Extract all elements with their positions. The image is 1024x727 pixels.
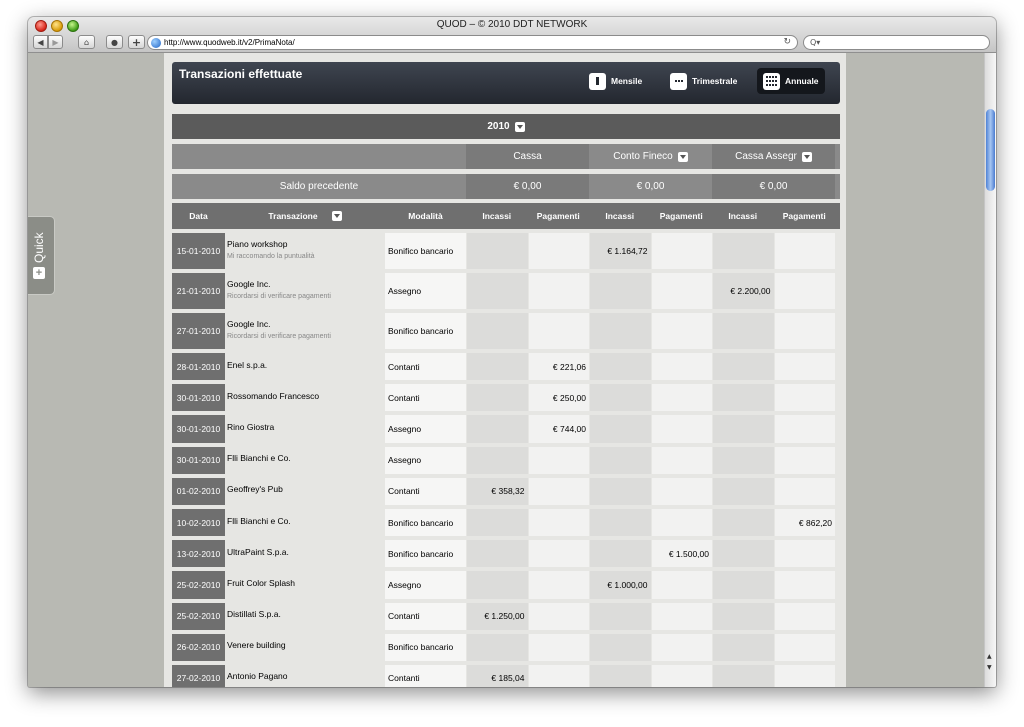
table-row[interactable] — [172, 411, 840, 442]
cell-incassi-assegr — [712, 233, 774, 269]
cell-pagamenti-cassa — [528, 273, 590, 309]
cell-incassi-assegr — [712, 509, 774, 536]
home-icon: ⌂ — [83, 37, 90, 47]
year-selector[interactable] — [172, 114, 840, 139]
cell-incassi-fineco — [589, 509, 651, 536]
row-transaction[interactable] — [225, 599, 385, 630]
row-modalita: Contanti — [385, 603, 466, 630]
transaction-name: Piano workshop — [227, 238, 288, 249]
row-transaction[interactable] — [225, 443, 385, 474]
prima-nota-content — [164, 53, 846, 687]
panel-header — [172, 62, 840, 104]
cell-pagamenti-fineco — [651, 273, 713, 309]
transaction-note: Mi raccomando la puntualità — [227, 252, 315, 260]
panel-title: Transazioni effettuate — [179, 67, 303, 81]
view-trimestrale-label: Trimestrale — [692, 76, 738, 86]
transaction-name: Fruit Color Splash — [227, 577, 296, 588]
view-mensile-label: Mensile — [611, 76, 643, 86]
cell-pagamenti-fineco — [651, 509, 713, 536]
circle-icon: ● — [111, 37, 118, 47]
transaction-name: Rino Giostra — [227, 421, 275, 432]
cell-pagamenti-cassa: € 744,00 — [528, 415, 590, 442]
scroll-up-icon[interactable]: ▲ — [987, 653, 992, 660]
quick-label: Quick — [32, 232, 46, 263]
col-modalita[interactable]: Modalità — [408, 211, 443, 221]
cell-pagamenti-fineco: € 1.500,00 — [651, 540, 713, 567]
reload-icon[interactable]: ↻ — [783, 37, 791, 47]
cell-pagamenti-assegr — [774, 571, 836, 598]
row-date: 25-02-2010 — [172, 603, 225, 630]
table-row[interactable] — [172, 630, 840, 661]
home-button[interactable] — [78, 35, 95, 49]
dropdown-icon[interactable] — [332, 211, 342, 221]
row-transaction[interactable] — [225, 661, 385, 687]
forward-button[interactable] — [48, 35, 63, 49]
cell-pagamenti-assegr — [774, 353, 836, 380]
cell-incassi-fineco — [589, 478, 651, 505]
col-pagamenti-cassa[interactable]: Pagamenti — [536, 211, 580, 221]
cell-pagamenti-cassa — [528, 313, 590, 349]
cell-incassi-fineco — [589, 353, 651, 380]
cell-pagamenti-fineco — [651, 478, 713, 505]
col-pagamenti-assegr[interactable]: Pagamenti — [782, 211, 826, 221]
cell-pagamenti-assegr — [774, 634, 836, 661]
cell-incassi-cassa — [466, 415, 528, 442]
table-row[interactable] — [172, 349, 840, 380]
dropdown-icon[interactable] — [802, 152, 812, 162]
back-button[interactable] — [33, 35, 48, 49]
cell-pagamenti-cassa — [528, 634, 590, 661]
scroll-down-icon[interactable]: ▼ — [987, 664, 992, 671]
cell-incassi-fineco: € 1.000,00 — [589, 571, 651, 598]
col-pagamenti-fineco[interactable]: Pagamenti — [659, 211, 703, 221]
cell-pagamenti-cassa: € 250,00 — [528, 384, 590, 411]
three-dots-icon — [670, 73, 687, 90]
row-modalita: Contanti — [385, 384, 466, 411]
cell-pagamenti-cassa — [528, 478, 590, 505]
row-modalita: Contanti — [385, 353, 466, 380]
cell-incassi-cassa — [466, 233, 528, 269]
row-transaction[interactable] — [225, 505, 385, 536]
cell-incassi-assegr — [712, 634, 774, 661]
cell-incassi-assegr — [712, 665, 774, 687]
cell-pagamenti-fineco — [651, 353, 713, 380]
transaction-name: Google Inc. — [227, 278, 271, 289]
row-modalita: Assegno — [385, 571, 466, 598]
table-row[interactable] — [172, 474, 840, 505]
view-mensile-button[interactable] — [583, 68, 648, 94]
cell-incassi-fineco: € 1.164,72 — [589, 233, 651, 269]
url-text[interactable]: http://www.quodweb.it/v2/PrimaNota/ — [164, 38, 295, 47]
cell-incassi-fineco — [589, 273, 651, 309]
row-date: 21-01-2010 — [172, 273, 225, 309]
add-bookmark-button[interactable] — [128, 35, 145, 49]
cell-pagamenti-fineco — [651, 634, 713, 661]
cell-incassi-cassa: € 185,04 — [466, 665, 528, 687]
plus-icon: + — [33, 267, 45, 279]
cell-pagamenti-cassa — [528, 233, 590, 269]
row-date: 30-01-2010 — [172, 384, 225, 411]
transaction-note: Ricordarsi di verificare pagamenti — [227, 292, 331, 300]
back-arrow-icon: ◀ — [37, 37, 44, 47]
cell-incassi-fineco — [589, 313, 651, 349]
cell-pagamenti-fineco — [651, 415, 713, 442]
cell-incassi-assegr — [712, 447, 774, 474]
row-modalita: Bonifico bancario — [385, 233, 466, 269]
row-modalita: Bonifico bancario — [385, 509, 466, 536]
row-modalita: Contanti — [385, 478, 466, 505]
transaction-name: Google Inc. — [227, 318, 271, 329]
row-transaction[interactable] — [225, 536, 385, 567]
cell-pagamenti-assegr — [774, 415, 836, 442]
cell-incassi-fineco — [589, 603, 651, 630]
row-transaction[interactable] — [225, 474, 385, 505]
cell-pagamenti-assegr — [774, 384, 836, 411]
browser-window — [28, 17, 996, 687]
saldo-cassa-assegr: € 0,00 — [712, 174, 835, 199]
cell-incassi-fineco — [589, 447, 651, 474]
transaction-name: Geoffrey's Pub — [227, 484, 283, 495]
row-transaction[interactable] — [225, 630, 385, 661]
cell-pagamenti-fineco — [651, 665, 713, 687]
cell-pagamenti-fineco — [651, 603, 713, 630]
cell-incassi-cassa — [466, 384, 528, 411]
transaction-name: Rossomando Francesco — [227, 390, 320, 401]
cell-pagamenti-assegr — [774, 603, 836, 630]
row-transaction[interactable] — [225, 567, 385, 598]
account-conto-fineco[interactable]: Conto Fineco — [589, 144, 712, 169]
row-modalita: Bonifico bancario — [385, 634, 466, 661]
year-label: 2010 — [487, 121, 510, 132]
saldo-conto-fineco: € 0,00 — [589, 174, 712, 199]
forward-arrow-icon: ▶ — [52, 37, 59, 47]
cell-incassi-cassa — [466, 540, 528, 567]
row-date: 27-02-2010 — [172, 665, 225, 687]
cell-pagamenti-assegr — [774, 313, 836, 349]
table-row[interactable] — [172, 661, 840, 687]
table-row[interactable] — [172, 269, 840, 309]
cell-pagamenti-assegr — [774, 447, 836, 474]
search-field[interactable]: Q▾ — [803, 35, 990, 50]
cell-pagamenti-fineco — [651, 384, 713, 411]
cell-pagamenti-cassa — [528, 509, 590, 536]
row-date: 01-02-2010 — [172, 478, 225, 505]
cell-incassi-assegr — [712, 571, 774, 598]
vertical-scrollbar[interactable] — [984, 53, 996, 687]
transaction-name: Flli Bianchi e Co. — [227, 515, 291, 526]
row-modalita: Assegno — [385, 273, 466, 309]
account-cassa: Cassa — [466, 144, 589, 169]
cell-incassi-assegr — [712, 540, 774, 567]
row-transaction[interactable] — [225, 229, 385, 269]
cell-incassi-assegr — [712, 478, 774, 505]
dropdown-icon[interactable] — [678, 152, 688, 162]
single-bar-icon — [589, 73, 606, 90]
col-incassi-fineco[interactable]: Incassi — [605, 211, 635, 221]
row-modalita: Bonifico bancario — [385, 540, 466, 567]
cell-pagamenti-cassa — [528, 665, 590, 687]
cell-incassi-cassa — [466, 313, 528, 349]
scrollbar-thumb[interactable] — [986, 109, 995, 191]
cell-incassi-cassa — [466, 571, 528, 598]
transaction-name: Venere building — [227, 640, 286, 651]
row-transaction[interactable] — [225, 349, 385, 380]
row-transaction[interactable] — [225, 380, 385, 411]
saldo-label: Saldo precedente — [172, 174, 466, 199]
quick-tab[interactable] — [28, 216, 55, 295]
saldo-row — [172, 174, 840, 199]
row-date: 15-01-2010 — [172, 233, 225, 269]
col-incassi-cassa[interactable]: Incassi — [482, 211, 512, 221]
cell-incassi-assegr — [712, 415, 774, 442]
cell-incassi-fineco — [589, 415, 651, 442]
cell-pagamenti-cassa — [528, 603, 590, 630]
table-row[interactable] — [172, 567, 840, 598]
cell-incassi-assegr — [712, 353, 774, 380]
col-transazione[interactable]: Transazione — [225, 203, 385, 229]
row-transaction[interactable] — [225, 269, 385, 309]
row-modalita: Assegno — [385, 447, 466, 474]
transactions-table — [172, 229, 840, 687]
row-transaction[interactable] — [225, 309, 385, 349]
cell-incassi-cassa — [466, 509, 528, 536]
row-modalita: Contanti — [385, 665, 466, 687]
transaction-name: Enel s.p.a. — [227, 359, 268, 370]
table-row[interactable] — [172, 380, 840, 411]
table-row[interactable] — [172, 309, 840, 349]
view-annuale-button[interactable] — [757, 68, 825, 94]
transaction-note: Ricordarsi di verificare pagamenti — [227, 332, 331, 340]
cell-pagamenti-assegr — [774, 478, 836, 505]
saldo-cassa: € 0,00 — [466, 174, 589, 199]
table-row[interactable] — [172, 443, 840, 474]
cell-pagamenti-fineco — [651, 447, 713, 474]
view-trimestrale-button[interactable] — [664, 68, 743, 94]
col-data[interactable]: Data — [189, 211, 208, 221]
row-date: 26-02-2010 — [172, 634, 225, 661]
cell-incassi-fineco — [589, 384, 651, 411]
cell-incassi-cassa — [466, 273, 528, 309]
row-transaction[interactable] — [225, 411, 385, 442]
window-title: QUOD – © 2010 DDT NETWORK — [436, 19, 588, 30]
row-date: 30-01-2010 — [172, 447, 225, 474]
cell-incassi-assegr — [712, 384, 774, 411]
cell-pagamenti-fineco — [651, 571, 713, 598]
cell-pagamenti-cassa — [528, 447, 590, 474]
cell-incassi-cassa — [466, 353, 528, 380]
cell-pagamenti-fineco — [651, 313, 713, 349]
cell-incassi-cassa: € 358,32 — [466, 478, 528, 505]
col-incassi-assegr[interactable]: Incassi — [728, 211, 758, 221]
page-viewport — [28, 53, 984, 687]
transaction-name: Antonio Pagano — [227, 671, 288, 682]
cell-incassi-fineco — [589, 540, 651, 567]
view-annuale-label: Annuale — [785, 76, 819, 86]
cell-incassi-cassa — [466, 634, 528, 661]
row-date: 30-01-2010 — [172, 415, 225, 442]
cell-pagamenti-cassa — [528, 571, 590, 598]
column-header-row — [172, 203, 840, 229]
cell-pagamenti-assegr — [774, 665, 836, 687]
cell-incassi-assegr — [712, 313, 774, 349]
row-modalita: Bonifico bancario — [385, 313, 466, 349]
row-date: 27-01-2010 — [172, 313, 225, 349]
grid-icon — [763, 73, 780, 90]
table-row[interactable] — [172, 505, 840, 536]
cell-incassi-cassa: € 1.250,00 — [466, 603, 528, 630]
globe-icon — [151, 38, 161, 48]
transaction-name: UltraPaint S.p.a. — [227, 546, 289, 557]
row-modalita: Assegno — [385, 415, 466, 442]
cell-pagamenti-assegr — [774, 273, 836, 309]
row-date: 13-02-2010 — [172, 540, 225, 567]
cell-pagamenti-assegr — [774, 540, 836, 567]
transaction-name: Flli Bianchi e Co. — [227, 453, 291, 464]
cell-pagamenti-assegr — [774, 233, 836, 269]
cell-incassi-fineco — [589, 665, 651, 687]
cell-pagamenti-cassa: € 221,06 — [528, 353, 590, 380]
plus-icon: + — [131, 35, 142, 49]
cell-incassi-assegr — [712, 603, 774, 630]
cell-pagamenti-assegr: € 862,20 — [774, 509, 836, 536]
table-row[interactable] — [172, 599, 840, 630]
transaction-name: Distillati S.p.a. — [227, 609, 281, 620]
table-row[interactable] — [172, 229, 840, 269]
address-bar[interactable] — [147, 35, 798, 50]
row-date: 28-01-2010 — [172, 353, 225, 380]
cell-pagamenti-fineco — [651, 233, 713, 269]
cell-pagamenti-cassa — [528, 540, 590, 567]
row-date: 25-02-2010 — [172, 571, 225, 598]
dropdown-icon[interactable] — [515, 122, 525, 132]
row-date: 10-02-2010 — [172, 509, 225, 536]
cell-incassi-fineco — [589, 634, 651, 661]
cell-incassi-cassa — [466, 447, 528, 474]
account-cassa-assegr[interactable]: Cassa Assegr — [712, 144, 835, 169]
table-row[interactable] — [172, 536, 840, 567]
cell-incassi-assegr: € 2.200,00 — [712, 273, 774, 309]
account-header-row — [172, 144, 840, 169]
title-bar — [28, 17, 996, 53]
activity-button[interactable] — [106, 35, 123, 49]
